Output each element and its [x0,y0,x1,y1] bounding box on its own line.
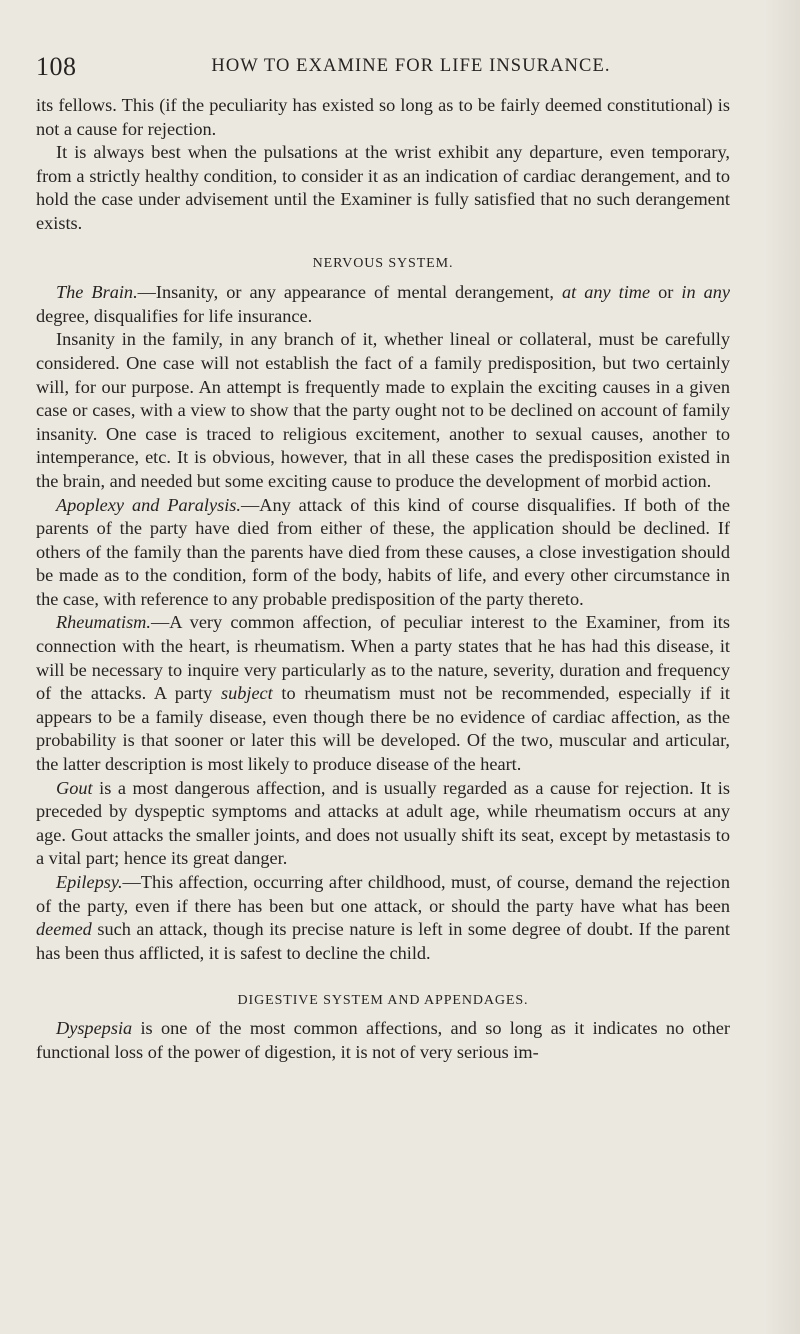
paragraph-pulsations: It is always best when the pulsations at the wrist exhibit any departure, even temporary, from a strictly healthy condition, to consider it as an indication of cardiac derangement, and to hold the case under advisement until the Examiner is fully satisfied that no such derangement exists. [36,142,730,233]
section-heading-digestive-system: DIGESTIVE SYSTEM AND APPENDAGES. [237,993,529,1009]
term-gout: Gout [56,777,93,798]
paragraph-epilepsy: Epilepsy.—This affection, occurring after childhood, must, of course, demand the rejection of the party, even if there has been but one attack, or should the party have what has been deemed such an attack, though its precise nature is left in some degree of doubt. If the parent has been thus afflicted, it is safest to decline the child. [36,872,730,963]
paragraph-brain: The Brain.—Insanity, or any appearance of mental derangement, at any time or in any degree, disqualifies for life insurance. [36,282,730,326]
term-apoplexy: Apoplexy and Paralysis. [56,494,241,515]
running-title: HOW TO EXAMINE FOR LIFE INSURANCE. [211,56,611,76]
paragraph-gout: Gout is a most dangerous affection, and is usually regarded as a cause for rejection. It is preceded by dyspeptic symptoms and attacks at adult age, while rheumatism occurs at any age. Gout attacks the smaller joints, and does not usually shift its seat, except by metastasis to a vital part; hence its great danger. [36,777,730,869]
page-body [36,94,730,1064]
paragraph-continuation: its fellows. This (if the peculiarity has existed so long as to be fairly deemed constitutional) is not a cause for rejection. [36,95,730,139]
paragraph-insanity-family: Insanity in the family, in any branch of it, whether lineal or collateral, must be carefully considered. One case will not establish the fact of a family predisposition, but two certainly will, for our purpose. An attempt is frequently made to explain the exciting causes in a given case or cases, with a view to show that the party ought not to be declined on account of family insanity. One case is traced to religious excitement, another to sexual causes, another to intemperance, etc. It is obvious, however, that in all these cases the predisposition existed in the brain, and needed but some exciting cause to produce the development of morbid action. [36,329,730,491]
term-rheumatism: Rheumatism. [56,612,151,633]
page-number: 108 [36,52,77,81]
paragraph-dyspepsia: Dyspepsia is one of the most common affections, and so long as it indicates no other functional loss of the power of digestion, it is not of very serious im- [36,1017,730,1062]
paragraph-apoplexy: Apoplexy and Paralysis.—Any attack of this kind of course disqualifies. If both of the parents of the party have died from either of these, the application should be declined. If others of the family than the parents have died from these causes, a close investigation should be made as to the condition, form of the body, habits of life, and every other circumstance in the case, with reference to any probable predisposition of the party thereto. [36,494,730,609]
term-the-brain: The Brain. [56,282,138,303]
running-head [36,52,726,81]
term-dyspepsia: Dyspepsia [56,1017,133,1038]
term-epilepsy: Epilepsy. [56,872,123,892]
section-heading-nervous-system: NERVOUS SYSTEM. [312,255,454,271]
paragraph-rheumatism: Rheumatism.—A very common affection, of peculiar interest to the Examiner, from its connection with the heart, is rheumatism. When a party states that he has had this disease, it will be necessary to inquire very particularly as to the nature, severity, duration and frequency of the attacks. A party subject to rheumatism must not be recommended, especially if it appears to be a family disease, even though there be no evidence of cardiac affection, as the probability is that sooner or later this will be developed. Of the two, muscular and articular, the latter description is most likely to produce disease of the heart. [36,612,730,775]
